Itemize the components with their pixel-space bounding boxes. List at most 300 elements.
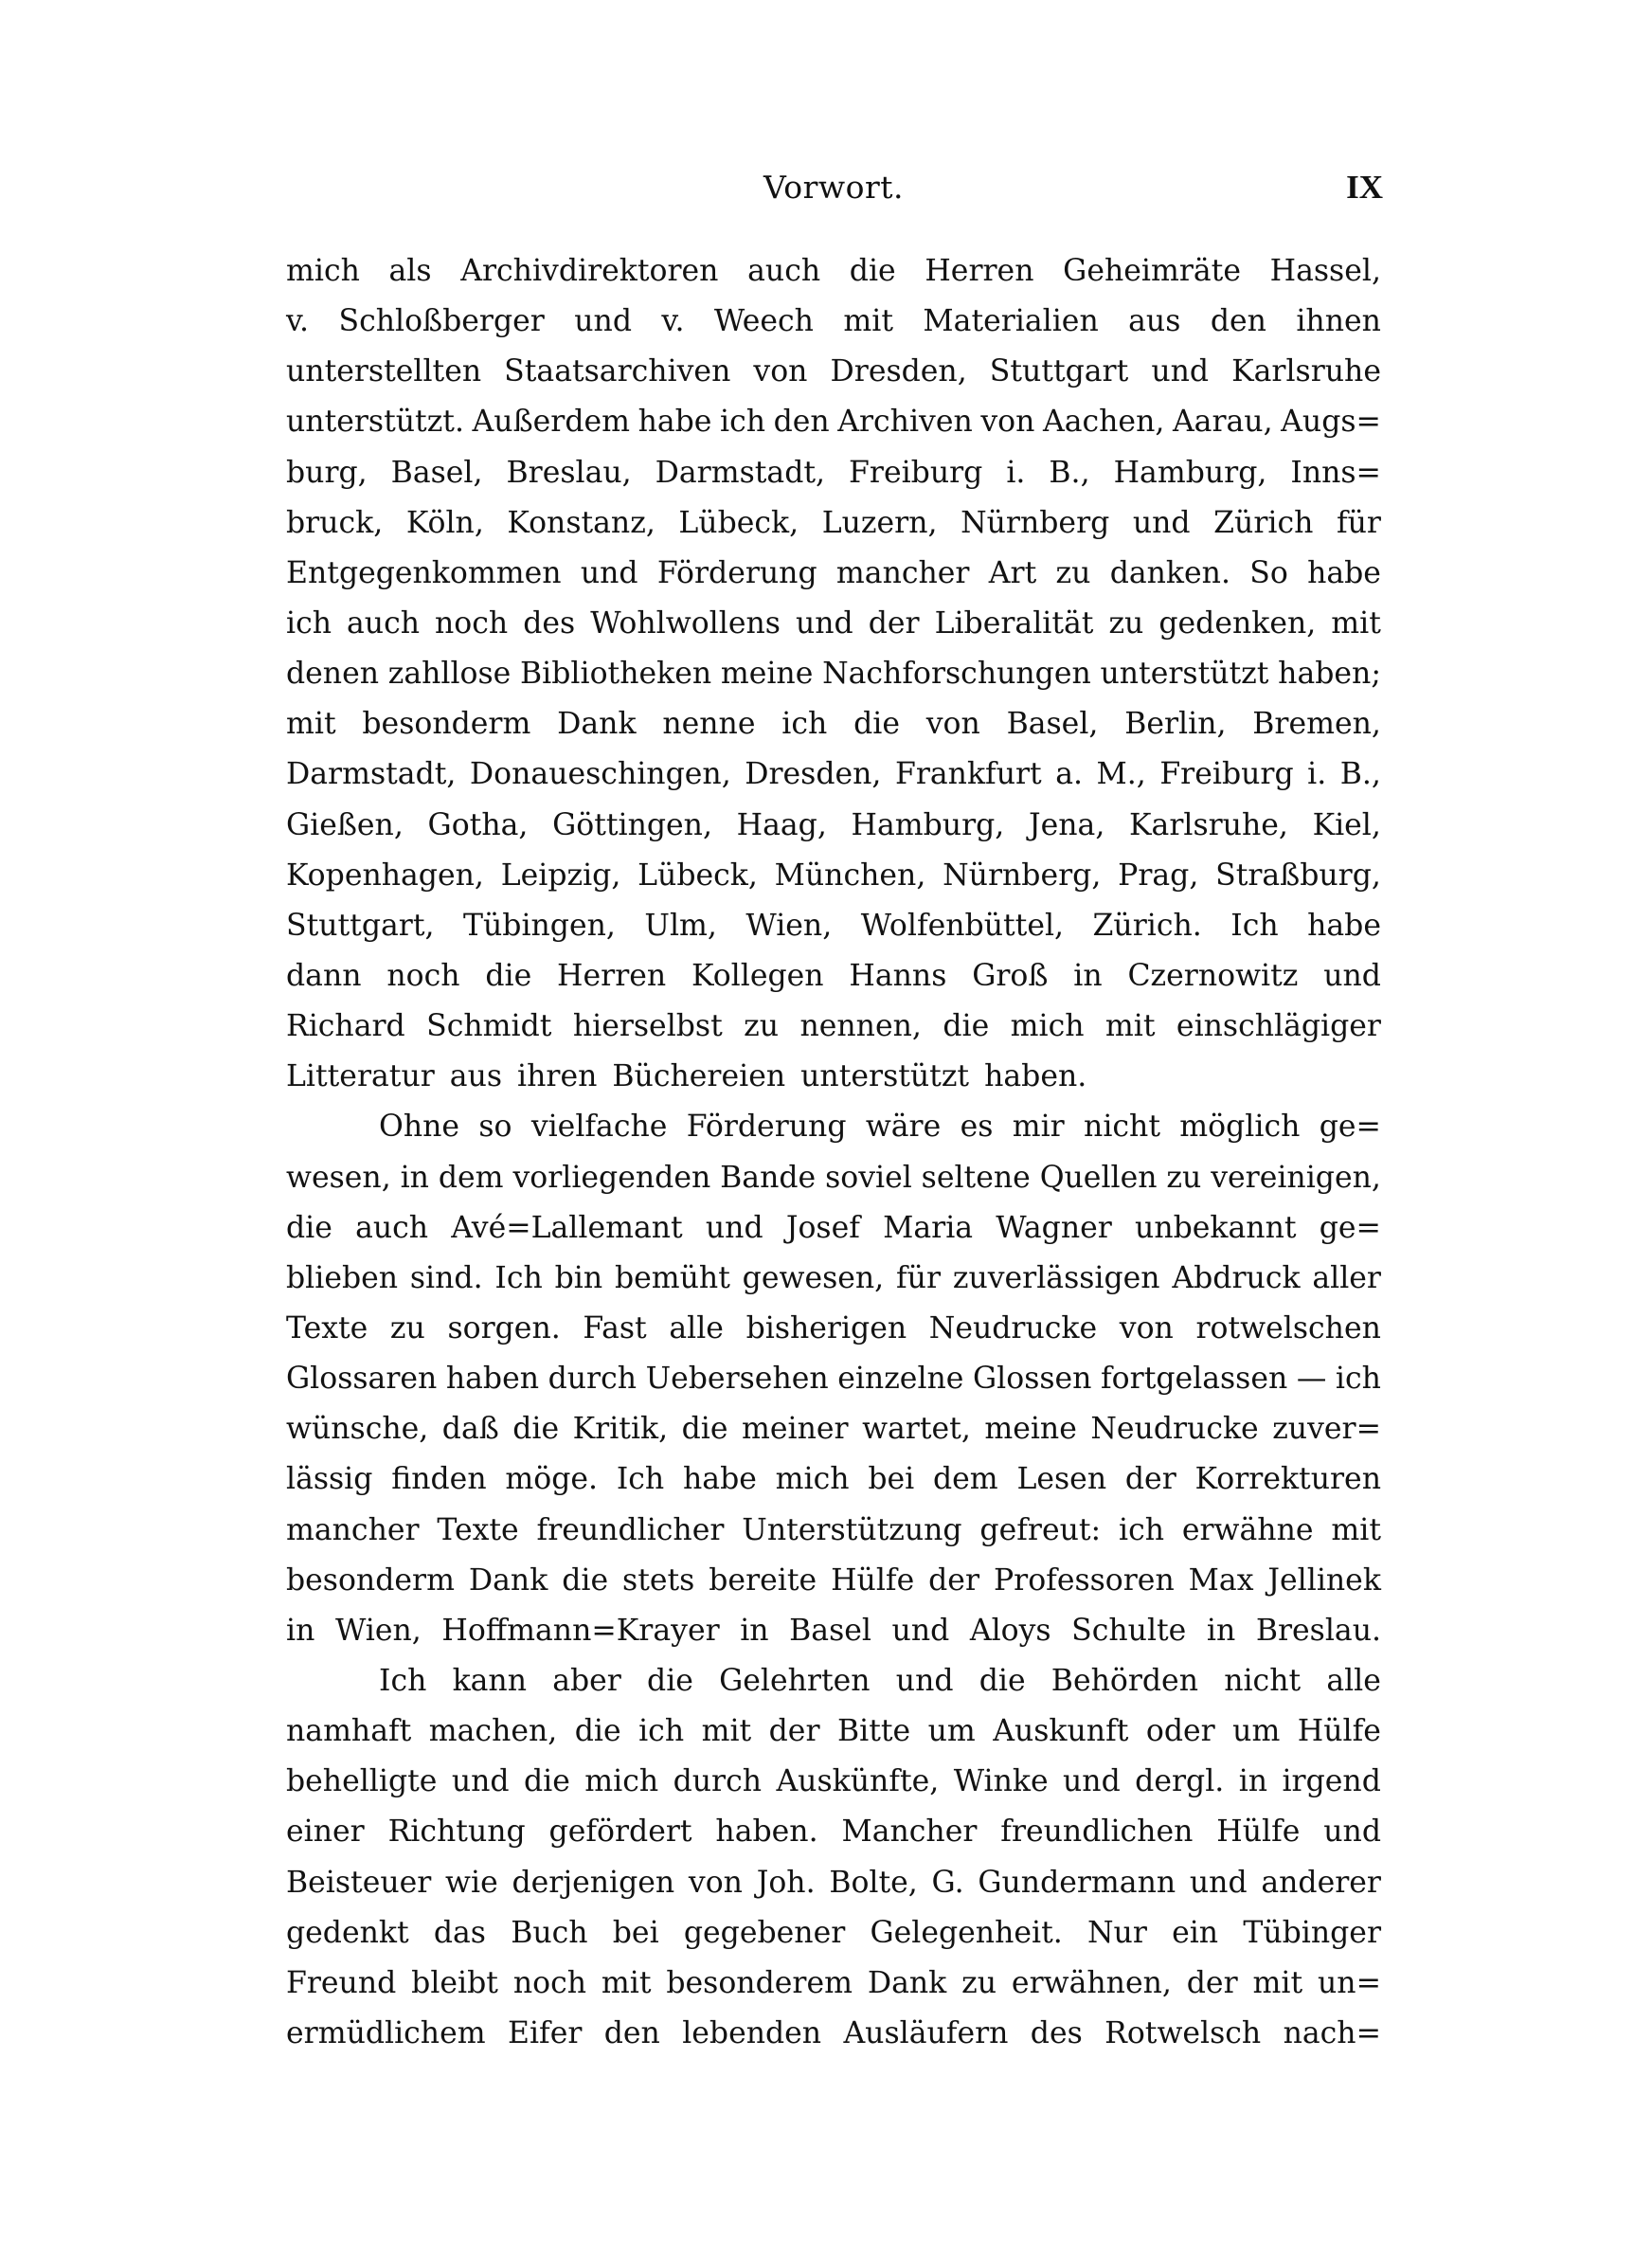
word: haben; xyxy=(1278,657,1381,692)
word: Joh. xyxy=(756,1865,816,1900)
word: nach= xyxy=(1283,2015,1381,2050)
word: besonderem xyxy=(666,1965,853,2000)
word: Hanns xyxy=(849,958,947,993)
word: stets xyxy=(622,1562,695,1598)
word: ich xyxy=(1119,1512,1165,1547)
word: mit xyxy=(1252,1965,1303,2000)
word: die xyxy=(849,254,896,288)
word: wie xyxy=(445,1865,498,1900)
word: Maria xyxy=(883,1210,974,1245)
word: Liberalität xyxy=(934,605,1094,641)
word: ein xyxy=(1172,1915,1219,1950)
word: zu xyxy=(744,1009,780,1044)
word: behelligte xyxy=(286,1764,438,1799)
word: zuverlässigen xyxy=(952,1260,1160,1295)
text-line xyxy=(286,1261,1381,1311)
word: mit xyxy=(1331,605,1381,641)
word: als xyxy=(388,254,432,288)
word: kann xyxy=(452,1663,528,1698)
word: Karlsruhe xyxy=(1231,354,1381,389)
word: Basel xyxy=(789,1613,871,1648)
word: Ulm, xyxy=(644,908,717,943)
word: von xyxy=(925,707,980,742)
word: rotwelschen xyxy=(1195,1310,1381,1345)
word: gedenkt xyxy=(286,1915,409,1950)
word: Materialien xyxy=(923,304,1099,339)
word: ermüdlichem xyxy=(286,2015,486,2050)
word: Herren xyxy=(925,254,1034,288)
text-line xyxy=(286,808,1381,858)
word: Glossen xyxy=(973,1362,1092,1397)
word: Uebersehen xyxy=(645,1362,829,1397)
word: den xyxy=(773,405,830,440)
word: wünsche, xyxy=(286,1412,429,1447)
word: Czernowitz xyxy=(1127,958,1299,993)
word: machen, xyxy=(428,1714,558,1749)
word: Max xyxy=(1188,1562,1254,1598)
word: noch xyxy=(435,605,509,641)
word: Kollegen xyxy=(691,958,824,993)
text-line xyxy=(286,858,1381,909)
text-line xyxy=(286,1110,1381,1160)
word: aber xyxy=(552,1663,621,1698)
text-line: Litteratur aus ihren Büchereien unterstützt haben. xyxy=(286,1059,1087,1094)
word: Bande xyxy=(720,1160,817,1195)
word: der xyxy=(928,1562,980,1598)
word: sorgen. xyxy=(447,1310,561,1345)
text-line xyxy=(286,707,1381,757)
word: Fast xyxy=(583,1310,647,1345)
word: erwähne xyxy=(1181,1512,1314,1547)
word: Wolfenbüttel, xyxy=(860,908,1065,943)
word: Dresden, xyxy=(830,354,967,389)
word: Zürich. xyxy=(1092,908,1202,943)
word: die xyxy=(979,1663,1026,1698)
word: Kritik, xyxy=(572,1412,669,1447)
word: Neudrucke xyxy=(928,1310,1098,1345)
word: Mancher xyxy=(841,1815,978,1850)
word: und xyxy=(1132,505,1191,540)
word: — xyxy=(1296,1362,1327,1397)
word: vielfache xyxy=(530,1110,668,1145)
text-line xyxy=(286,1866,1381,1916)
word: aller xyxy=(1312,1260,1381,1295)
word: Hülfe xyxy=(1216,1815,1301,1850)
word: ge= xyxy=(1319,1110,1381,1145)
word: des xyxy=(1030,2015,1083,2050)
word: namhaft xyxy=(286,1714,412,1749)
word: Freiburg xyxy=(849,455,983,490)
word: Wien, xyxy=(334,1613,422,1648)
word: habe xyxy=(1307,555,1381,590)
word: Prag, xyxy=(1118,858,1199,893)
page-number: IX xyxy=(1346,169,1383,206)
word: für xyxy=(896,1260,942,1295)
word: lebenden xyxy=(682,2015,822,2050)
word: B., xyxy=(1049,455,1090,490)
word: Unterstützung xyxy=(742,1512,962,1547)
word: fortgelassen xyxy=(1101,1362,1288,1397)
word: Professoren xyxy=(993,1562,1175,1598)
word: auch xyxy=(347,605,421,641)
word: durch xyxy=(548,1362,637,1397)
word: Freund xyxy=(286,1965,397,2000)
word: dem xyxy=(438,1160,504,1195)
word: irgend xyxy=(1282,1764,1381,1799)
word: und xyxy=(705,1210,763,1245)
word: aus xyxy=(1128,304,1181,339)
word: die xyxy=(681,1412,728,1447)
word: Ich xyxy=(616,1462,665,1497)
word: dergl. xyxy=(1135,1764,1225,1799)
text-line xyxy=(286,2016,1381,2067)
word: Lübeck, xyxy=(678,505,799,540)
text-line xyxy=(286,959,1381,1009)
text-line xyxy=(286,1362,1381,1412)
word: Breslau. xyxy=(1255,1613,1381,1648)
text-line xyxy=(286,1614,1381,1664)
word: Art xyxy=(988,555,1037,590)
word: Nachforschungen xyxy=(822,657,1091,692)
word: M., xyxy=(1096,757,1146,792)
word: und xyxy=(795,605,853,641)
word: alle xyxy=(669,1310,724,1345)
text-line xyxy=(286,1815,1381,1865)
word: Bitte xyxy=(836,1714,911,1749)
word: von xyxy=(1119,1310,1174,1345)
word: Hoffmann=Krayer xyxy=(441,1613,720,1648)
word: ich xyxy=(1335,1362,1381,1397)
word: finden xyxy=(391,1462,487,1497)
word: dem xyxy=(932,1462,998,1497)
word: der xyxy=(868,605,920,641)
word: gewesen, xyxy=(742,1260,885,1295)
word: der xyxy=(768,1714,820,1749)
text-line xyxy=(286,304,1381,354)
word: ich xyxy=(286,605,332,641)
word: die xyxy=(853,707,900,742)
word: Groß xyxy=(972,958,1049,993)
text-line xyxy=(286,1513,1381,1563)
word: mancher xyxy=(835,555,970,590)
word: unterstellten xyxy=(286,354,482,389)
word: burg, xyxy=(286,455,368,490)
word: unterstützt xyxy=(1100,657,1269,692)
word: durch xyxy=(673,1764,763,1799)
text-line xyxy=(286,506,1381,556)
word: ge= xyxy=(1319,1210,1381,1245)
word: denen xyxy=(286,657,380,692)
word: Nürnberg xyxy=(961,505,1110,540)
text-line xyxy=(286,456,1381,506)
word: Schulte xyxy=(1071,1613,1187,1648)
word: habe xyxy=(683,1462,757,1497)
word: hierselbst xyxy=(572,1009,723,1044)
word: B., xyxy=(1339,757,1381,792)
word: Nur xyxy=(1086,1915,1147,1950)
word: um xyxy=(1232,1714,1281,1749)
text-line xyxy=(286,405,1381,455)
word: a. xyxy=(1055,757,1084,792)
word: Tübingen, xyxy=(462,908,616,943)
word: und xyxy=(1151,354,1210,389)
word: Dank xyxy=(867,1965,947,2000)
word: einschlägiger xyxy=(1176,1009,1381,1044)
word: Förderung xyxy=(656,555,817,590)
word: Stuttgart, xyxy=(286,908,435,943)
word: Archiven xyxy=(837,405,973,440)
word: München, xyxy=(774,858,926,893)
word: mit xyxy=(843,304,893,339)
word: Köln, xyxy=(405,505,484,540)
word: der xyxy=(1124,1462,1176,1497)
word: für xyxy=(1336,505,1381,540)
word: um xyxy=(927,1714,976,1749)
word: Nürnberg, xyxy=(943,858,1102,893)
word: mit xyxy=(601,1965,652,2000)
text-line xyxy=(286,1161,1381,1211)
word: noch xyxy=(386,958,460,993)
text-line xyxy=(286,354,1381,405)
word: Bremen, xyxy=(1252,707,1381,742)
word: mit xyxy=(1331,1512,1381,1547)
word: Ich xyxy=(1230,908,1279,943)
word: die xyxy=(512,1412,560,1447)
word: und xyxy=(1063,1764,1121,1799)
word: in xyxy=(1206,1613,1236,1648)
word: und xyxy=(580,555,638,590)
word: alle xyxy=(1326,1663,1381,1698)
word: mit xyxy=(1104,1009,1156,1044)
text-line xyxy=(286,1009,1381,1059)
word: meine xyxy=(984,1412,1077,1447)
word: mit xyxy=(286,707,336,742)
word: habe xyxy=(637,405,712,440)
word: daß xyxy=(441,1412,499,1447)
word: gedenken, xyxy=(1158,605,1317,641)
word: gefördert xyxy=(548,1815,692,1850)
word: mich xyxy=(286,254,360,288)
word: die xyxy=(562,1562,609,1598)
word: die xyxy=(485,958,532,993)
word: der xyxy=(1186,1965,1238,2000)
word: Hamburg, xyxy=(1113,455,1267,490)
word: Glossaren xyxy=(286,1362,438,1397)
text-line xyxy=(286,1462,1381,1512)
word: anderer xyxy=(1261,1865,1381,1900)
word: zu xyxy=(1055,555,1091,590)
word: vereinigen, xyxy=(1211,1160,1381,1195)
word: Winke xyxy=(953,1764,1049,1799)
word: Staatsarchiven xyxy=(504,354,731,389)
word: und xyxy=(574,304,632,339)
word: zuver= xyxy=(1272,1412,1381,1447)
word: v. xyxy=(661,304,685,339)
word: Dank xyxy=(557,707,637,742)
word: unterstützt. xyxy=(286,405,464,440)
word: Josef xyxy=(785,1210,860,1245)
word: Freiburg xyxy=(1159,757,1294,792)
word: erwähnen, xyxy=(1011,1965,1172,2000)
word: Breslau, xyxy=(506,455,632,490)
word: Luzern, xyxy=(821,505,938,540)
word: meine xyxy=(720,657,814,692)
word: besonderm xyxy=(362,707,531,742)
word: zu xyxy=(961,1965,997,2000)
word: das xyxy=(433,1915,486,1950)
word: Buch xyxy=(511,1915,588,1950)
word: in xyxy=(1238,1764,1268,1799)
word: lässig xyxy=(286,1462,373,1497)
word: Eifer xyxy=(507,2015,583,2050)
word: die xyxy=(286,1210,332,1245)
word: un= xyxy=(1318,1965,1381,2000)
word: Avé=Lallemant xyxy=(451,1210,683,1245)
word: Dresden, xyxy=(745,757,882,792)
word: Behörden xyxy=(1050,1663,1198,1698)
word: mit xyxy=(701,1714,752,1749)
word: Aloys xyxy=(969,1613,1051,1648)
word: es xyxy=(960,1110,994,1145)
word: gefreut: xyxy=(979,1512,1102,1547)
word: mich xyxy=(1010,1009,1085,1044)
word: bin xyxy=(554,1260,603,1295)
word: Auskünfte, xyxy=(776,1764,940,1799)
running-title: Vorwort. xyxy=(763,169,905,206)
word: besonderm xyxy=(286,1562,455,1598)
text-line xyxy=(286,1916,1381,1966)
word: Schmidt xyxy=(426,1009,552,1044)
word: Auskunft xyxy=(993,1714,1129,1749)
word: Rotwelsch xyxy=(1104,2015,1262,2050)
word: möglich xyxy=(1179,1110,1301,1145)
word: den xyxy=(603,2015,660,2050)
word: ihnen xyxy=(1296,304,1381,339)
word: Bibliotheken xyxy=(520,657,712,692)
word: Texte xyxy=(437,1512,519,1547)
word: haben xyxy=(445,1362,540,1397)
word: und xyxy=(1189,1865,1248,1900)
word: freundlicher xyxy=(536,1512,725,1547)
word: noch xyxy=(512,1965,587,2000)
text-line xyxy=(286,1563,1381,1614)
word: ich xyxy=(720,405,766,440)
word: Gießen, xyxy=(286,807,404,842)
word: und xyxy=(1323,958,1381,993)
word: Haag, xyxy=(736,807,827,842)
word: wartet, xyxy=(862,1412,971,1447)
text-line xyxy=(286,254,1381,304)
word: bruck, xyxy=(286,505,384,540)
word: Hülfe xyxy=(1297,1714,1381,1749)
word: oder xyxy=(1145,1714,1215,1749)
word: Aachen, xyxy=(1042,405,1165,440)
word: Texte xyxy=(286,1310,368,1345)
word: Leipzig, xyxy=(500,858,621,893)
text-line xyxy=(286,1412,1381,1462)
word: Ich xyxy=(379,1663,427,1698)
word: Wagner xyxy=(996,1210,1112,1245)
word: von xyxy=(980,405,1035,440)
word: Berlin, xyxy=(1124,707,1227,742)
word: Bolte, xyxy=(829,1865,918,1900)
word: auch xyxy=(747,254,821,288)
word: zahllose xyxy=(387,657,512,692)
word: Förderung xyxy=(686,1110,847,1145)
word: Göttingen, xyxy=(552,807,712,842)
word: So xyxy=(1249,555,1288,590)
text-line xyxy=(286,657,1381,707)
word: Außerdem xyxy=(472,405,630,440)
word: Kiel, xyxy=(1312,807,1381,842)
word: Richard xyxy=(286,1009,405,1044)
word: Wien, xyxy=(745,908,833,943)
text-line xyxy=(286,1714,1381,1764)
word: Darmstadt, xyxy=(655,455,826,490)
word: auch xyxy=(355,1210,429,1245)
word: bei xyxy=(612,1915,659,1950)
word: i. xyxy=(1307,757,1327,792)
word: mir xyxy=(1012,1110,1065,1145)
word: Richtung xyxy=(387,1815,526,1850)
word: Stuttgart xyxy=(989,354,1129,389)
word: Gelegenheit. xyxy=(870,1915,1063,1950)
word: mich xyxy=(775,1462,850,1497)
word: Wohlwollens xyxy=(590,605,781,641)
word: Ich xyxy=(494,1260,543,1295)
word: nennen, xyxy=(799,1009,922,1044)
word: die xyxy=(943,1009,990,1044)
text-line xyxy=(286,1966,1381,2016)
word: bei xyxy=(868,1462,915,1497)
word: in xyxy=(400,1160,429,1195)
word: bemüht xyxy=(614,1260,730,1295)
word: Beisteuer xyxy=(286,1865,432,1900)
word: Jena, xyxy=(1028,807,1105,842)
body-text xyxy=(286,254,1381,2067)
word: unbekannt xyxy=(1135,1210,1297,1245)
word: Geheimräte xyxy=(1063,254,1241,288)
word: dann xyxy=(286,958,362,993)
word: wesen, xyxy=(286,1160,391,1195)
word: ich xyxy=(638,1714,685,1749)
word: des xyxy=(523,605,576,641)
word: nicht xyxy=(1224,1663,1302,1698)
word: Darmstadt, xyxy=(286,757,457,792)
text-line xyxy=(286,757,1381,807)
word: Gotha, xyxy=(427,807,529,842)
word: die xyxy=(647,1663,693,1698)
word: Hamburg, xyxy=(851,807,1005,842)
word: wäre xyxy=(865,1110,942,1145)
word: blieben xyxy=(286,1260,399,1295)
word: in xyxy=(286,1613,315,1648)
word: Neudrucke xyxy=(1090,1412,1259,1447)
word: einer xyxy=(286,1815,365,1850)
word: Basel, xyxy=(1006,707,1099,742)
text-line xyxy=(286,556,1381,606)
word: Schloßberger xyxy=(338,304,545,339)
word: die xyxy=(574,1714,621,1749)
text-line xyxy=(286,1764,1381,1815)
word: mancher xyxy=(286,1512,420,1547)
word: Lesen xyxy=(1016,1462,1107,1497)
word: Ausläufern xyxy=(843,2015,1009,2050)
word: Kopenhagen, xyxy=(286,858,484,893)
word: in xyxy=(740,1613,769,1648)
word: die xyxy=(524,1764,570,1799)
word: Frankfurt xyxy=(894,757,1042,792)
